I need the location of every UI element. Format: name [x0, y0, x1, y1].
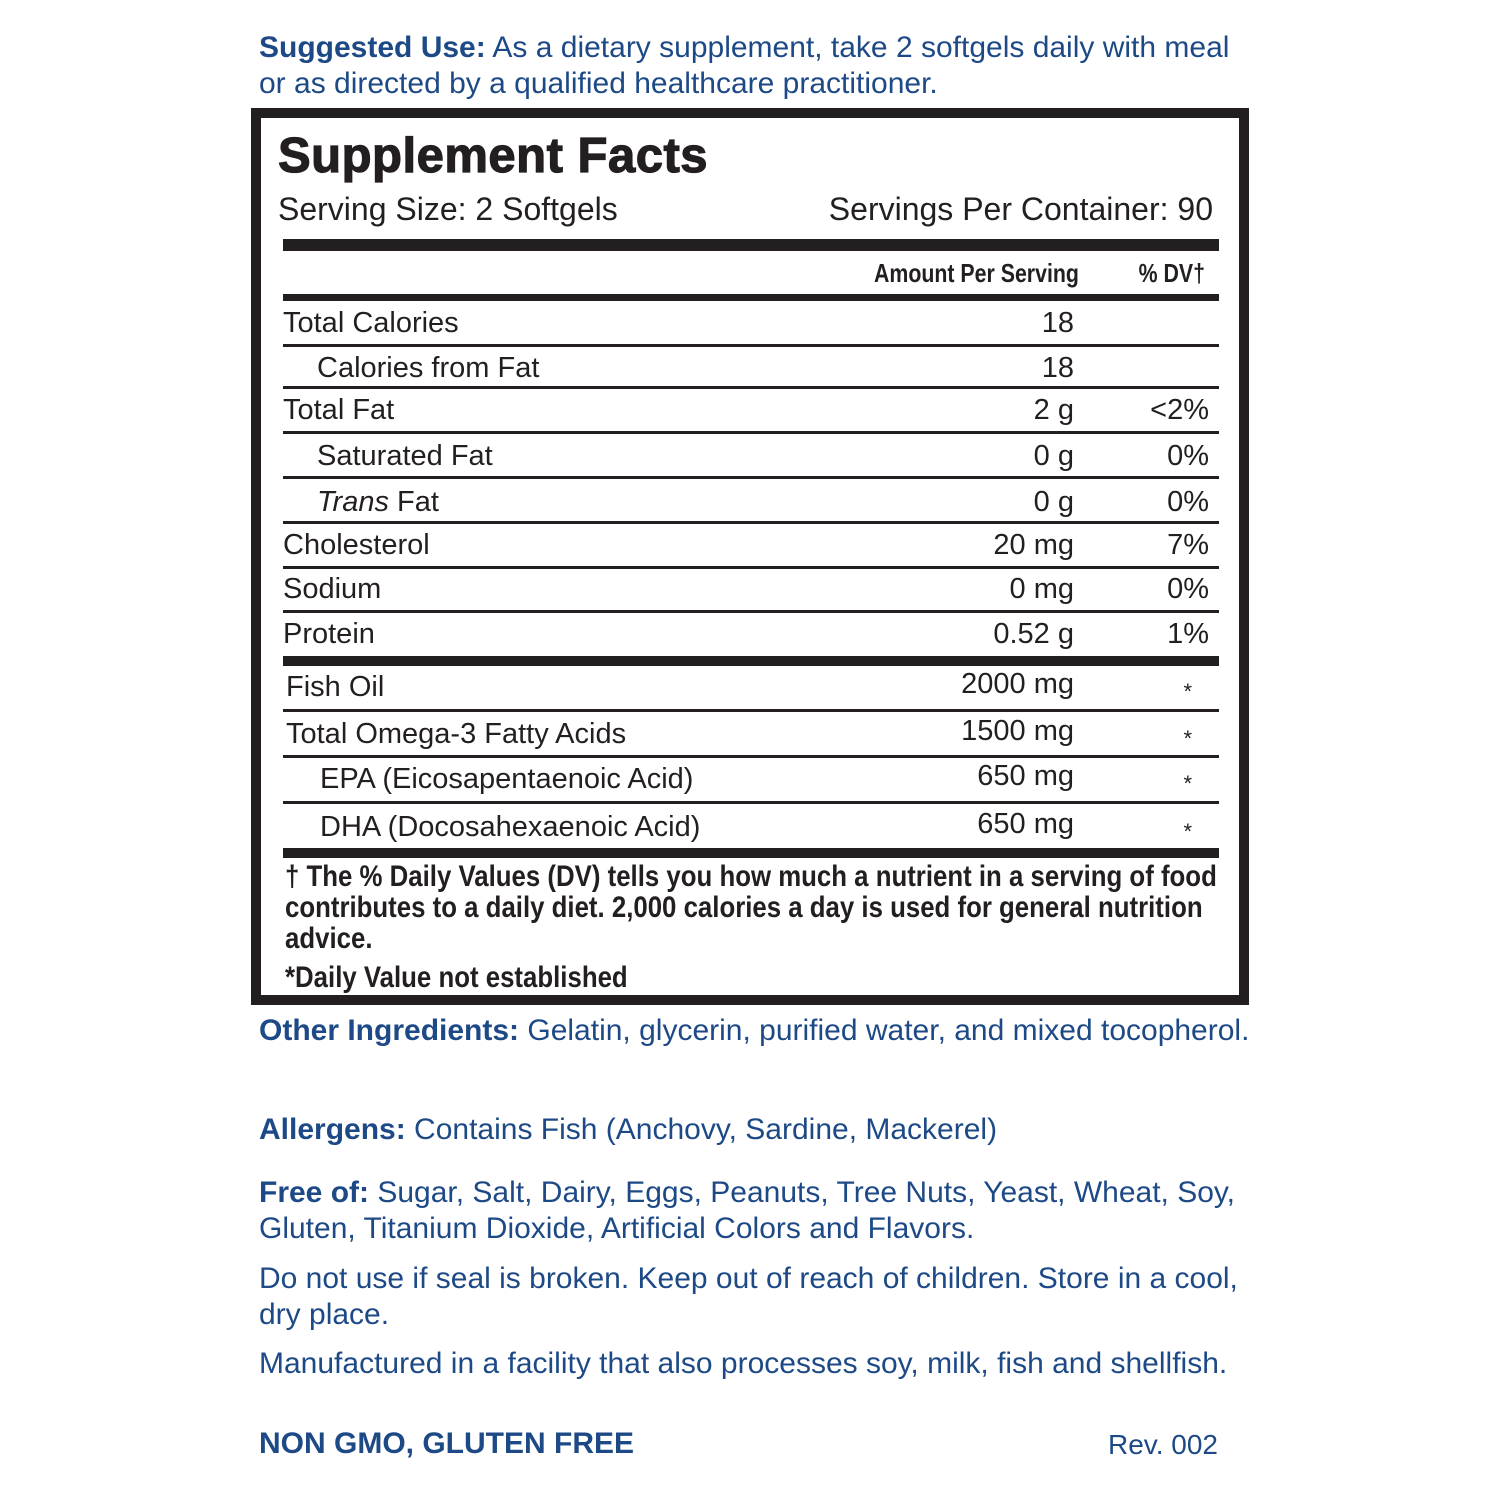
serving-size: Serving Size: 2 Softgels [278, 191, 618, 227]
table-row [283, 808, 1219, 851]
row-name: Total Calories [283, 307, 459, 339]
table-row [283, 307, 1219, 347]
divider [283, 801, 1219, 804]
row-dv: 7% [1167, 529, 1209, 561]
divider [283, 566, 1219, 569]
table-row [283, 668, 1219, 711]
header-rule [283, 294, 1219, 301]
non-gmo-badge-text: NON GMO, GLUTEN FREE [259, 1427, 634, 1460]
row-dv: * [1183, 726, 1192, 751]
row-amount: 1500 mg [961, 715, 1074, 747]
header-dv: % DV† [1138, 258, 1205, 288]
divider [283, 431, 1219, 434]
suggested-use-text: As a dietary supplement, take 2 softgels daily with meal or as directed by a qualified healthcare practitioner. [259, 31, 1230, 100]
allergens-label: Allergens: [259, 1113, 406, 1146]
divider [283, 610, 1219, 613]
revision-number: Rev. 002 [1108, 1429, 1218, 1460]
other-ingredients-text: Gelatin, glycerin, purified water, and mixed tocopherol. [519, 1014, 1250, 1047]
table-row [283, 486, 1219, 526]
row-dv: * [1183, 771, 1192, 796]
suggested-use-label: Suggested Use: [259, 31, 486, 64]
row-dv: <2% [1150, 394, 1209, 426]
row-name: Sodium [283, 573, 382, 605]
table-row [283, 573, 1219, 613]
row-amount: 18 [1041, 352, 1074, 384]
row-dv: * [1183, 679, 1192, 704]
row-dv: 1% [1167, 618, 1209, 650]
row-name: Saturated Fat [317, 440, 493, 472]
row-name: Calories from Fat [317, 352, 540, 384]
manufacturing-note: Manufactured in a facility that also processes soy, milk, fish and shellfish. [259, 1347, 1228, 1380]
row-dv: 0% [1167, 440, 1209, 472]
row-name: Cholesterol [283, 529, 430, 561]
divider [283, 755, 1219, 758]
suggested-use [259, 30, 1259, 102]
row-name: Total Omega-3 Fatty Acids [286, 718, 627, 750]
row-amount: 2 g [1033, 394, 1074, 426]
other-ingredients [259, 1013, 1259, 1049]
allergens [259, 1112, 1259, 1148]
table-row [283, 618, 1219, 658]
divider [283, 709, 1219, 712]
row-amount: 0.52 g [993, 618, 1074, 650]
seal-warning: Do not use if seal is broken. Keep out of reach of children. Store in a cool, dry place. [259, 1262, 1238, 1331]
divider [283, 386, 1219, 389]
table-row [283, 440, 1219, 480]
row-dv: 0% [1167, 486, 1209, 518]
row-name-rest: Fat [388, 486, 439, 518]
row-name: Fish Oil [286, 671, 385, 703]
dv-not-established-note: *Daily Value not established [285, 961, 628, 994]
row-name: Total Fat [283, 394, 395, 426]
divider [283, 476, 1219, 479]
row-name-italic: Trans [317, 486, 389, 518]
thick-rule [283, 239, 1219, 251]
free-of-text: Sugar, Salt, Dairy, Eggs, Peanuts, Tree Nuts, Yeast, Wheat, Soy, Gluten, Titanium Dioxide, Artificial Colors and Flavors. [259, 1176, 1236, 1245]
row-name: DHA (Docosahexaenoic Acid) [320, 811, 701, 843]
row-amount: 20 mg [993, 529, 1074, 561]
facts-title: Supplement Facts [278, 129, 709, 183]
row-name: EPA (Eicosapentaenoic Acid) [320, 763, 694, 795]
divider [283, 521, 1219, 524]
row-amount: 650 mg [977, 760, 1074, 792]
supplement-facts-panel [251, 108, 1249, 1005]
row-amount: 0 mg [1009, 573, 1074, 605]
row-amount: 0 g [1033, 486, 1074, 518]
dv-footnote: † The % Daily Values (DV) tells you how much a nutrient in a serving of food contributes to a daily diet. 2,000 calories a day is used for general nutrition advice. [285, 860, 1217, 955]
other-ingredients-label: Other Ingredients: [259, 1014, 520, 1047]
row-dv: 0% [1167, 573, 1209, 605]
header-amount: Amount Per Serving [874, 258, 1079, 288]
row-dv: * [1183, 819, 1192, 844]
thick-rule [283, 848, 1219, 858]
free-of [259, 1175, 1259, 1247]
thick-rule [283, 656, 1219, 666]
row-name [317, 486, 439, 519]
free-of-label: Free of: [259, 1176, 370, 1209]
table-row [283, 394, 1219, 434]
table-row [283, 529, 1219, 569]
divider [283, 344, 1219, 347]
table-row [283, 760, 1219, 803]
allergens-text: Contains Fish (Anchovy, Sardine, Mackerel) [405, 1113, 998, 1146]
row-amount: 650 mg [977, 808, 1074, 840]
row-amount: 18 [1041, 307, 1074, 339]
table-row [283, 715, 1219, 758]
row-name: Protein [283, 618, 375, 650]
row-amount: 2000 mg [961, 668, 1074, 700]
servings-per-container: Servings Per Container: 90 [828, 191, 1213, 227]
row-amount: 0 g [1033, 440, 1074, 472]
